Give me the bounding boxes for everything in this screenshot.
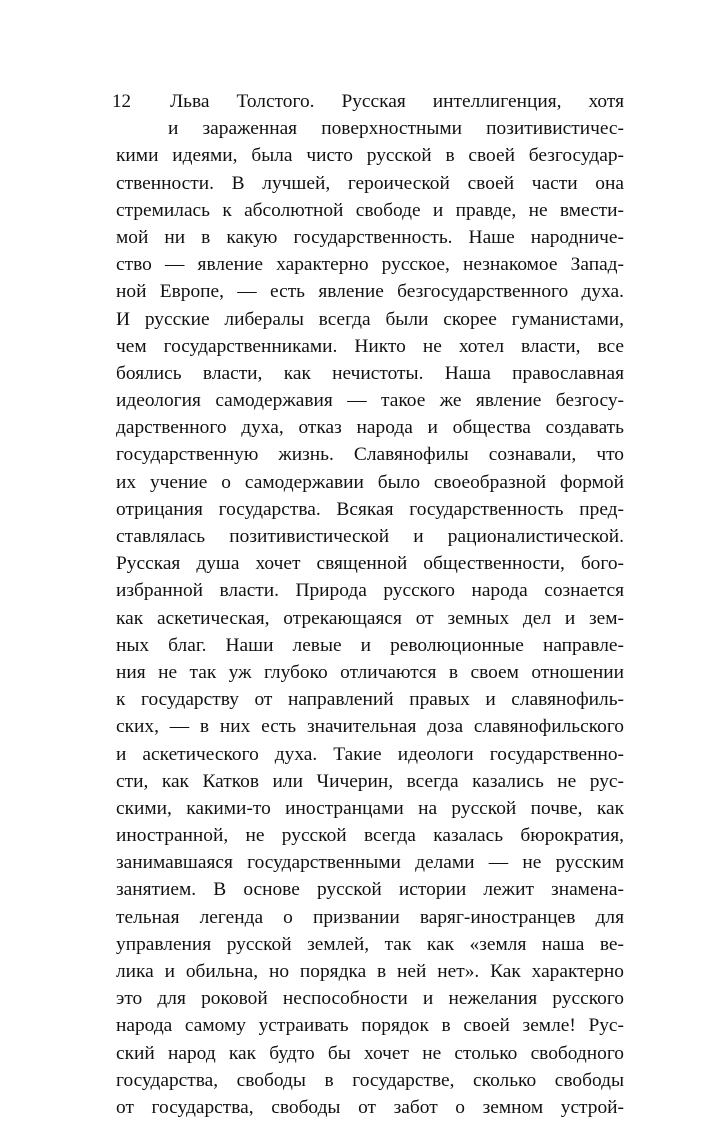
- text-line: мой ни в какую государственность. Наше народниче-: [116, 226, 624, 248]
- text-line: и аскетического духа. Такие идеологи государственно-: [116, 743, 624, 765]
- text-line: И русские либералы всегда были скорее гуманистами,: [116, 308, 624, 330]
- text-line: отрицания государства. Всякая государственность пред-: [116, 498, 624, 520]
- text-line: ния не так уж глубоко отличаются в своем отношении: [116, 661, 624, 683]
- text-line: ных благ. Наши левые и революционные направле-: [116, 634, 624, 656]
- text-line: дарственного духа, отказ народа и общества создавать: [116, 417, 624, 439]
- text-line: ставлялась позитивистической и рационалистической.: [116, 526, 624, 547]
- text-line: тельная легенда о призвании варяг-иностранцев для: [116, 906, 624, 928]
- text-line: это для роковой неспособности и нежелания русского: [116, 988, 624, 1010]
- text-line: и зараженная поверхностными позитивистичес-: [168, 118, 624, 140]
- text-line: государства, свободы в государстве, сколько свободы: [116, 1069, 624, 1091]
- text-line: стремилась к абсолютной свободе и правде, не вмести-: [116, 199, 624, 221]
- text-line: ских, — в них есть значительная доза славянофильского: [116, 716, 624, 738]
- text-line: кими идеями, была чисто русской в своей безгосудар-: [116, 145, 624, 167]
- text-line: к государству от направлений правых и славянофиль-: [116, 689, 624, 711]
- text-line: занятием. В основе русской истории лежит знамена-: [116, 879, 624, 901]
- text-line: Русская душа хочет священной общественности, бого-: [116, 553, 624, 575]
- text-line: как аскетическая, отрекающаяся от земных дел и зем-: [116, 607, 624, 629]
- text-line: идеология самодержавия — такое же явление безгосу-: [116, 390, 624, 412]
- text-line: сти, как Катков или Чичерин, всегда казались не рус-: [116, 770, 624, 792]
- text-line: ственности. В лучшей, героической своей части она: [116, 172, 624, 194]
- text-line: народа самому устраивать порядок в своей земле! Рус-: [116, 1015, 624, 1037]
- text-line: лика и обильна, но порядка в ней нет». Как характерно: [116, 961, 624, 982]
- text-line: скими, какими-то иностранцами на русской почве, как: [116, 797, 624, 819]
- page-number: 12: [112, 91, 131, 112]
- body-text: [116, 88, 624, 1121]
- text-line: иностранной, не русской всегда казалась бюрократия,: [116, 825, 624, 847]
- text-line: ной Европе, — есть явление безгосударственного духа.: [116, 281, 624, 303]
- text-line: ство — явление характерно русское, незнакомое Запад-: [116, 254, 624, 276]
- text-line: от государства, свободы от забот о земном устрой-: [116, 1096, 624, 1118]
- text-line: избранной власти. Природа русского народа сознается: [116, 580, 624, 602]
- text-line: боялись власти, как нечистоты. Наша православная: [116, 362, 624, 384]
- text-line: ский народ как будто бы хочет не столько свободного: [116, 1042, 624, 1064]
- text-line: чем государственниками. Никто не хотел власти, все: [116, 335, 624, 357]
- text-line: управления русской землей, так как «земля наша ве-: [116, 933, 624, 955]
- text-line: Льва Толстого. Русская интеллигенция, хотя: [170, 91, 624, 112]
- text-line: занимавшаяся государственными делами — не русским: [116, 852, 624, 874]
- text-line: государственную жизнь. Славянофилы сознавали, что: [116, 444, 624, 466]
- text-line: их учение о самодержавии было своеобразной формой: [116, 471, 624, 493]
